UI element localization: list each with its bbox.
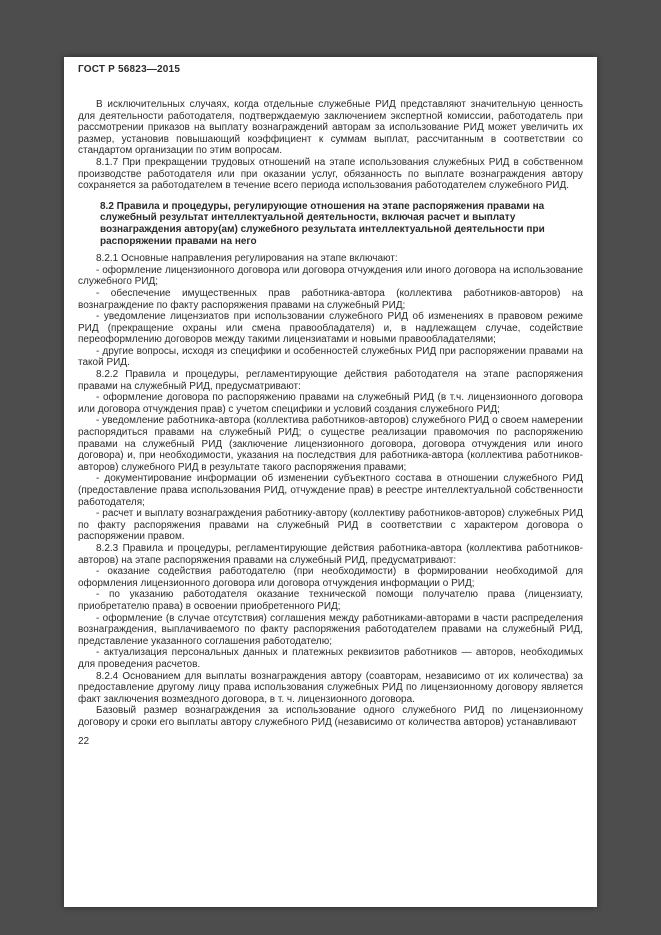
list-item: - документирование информации об изменении субъектного состава в отношении служебного РИД (предоставление права использования РИД, отчуждение прав) в реестре интеллектуальной собственности работодателя; — [78, 473, 583, 508]
list-item: - обеспечение имущественных прав работника-автора (коллектива работников-авторов) на вознаграждение по факту распоряжения правами на служебный РИД; — [78, 287, 583, 311]
list-item: - оказание содействия работодателю (при необходимости) в формировании необходимой для оформления лицензионного договора или договора отчуждения информации о РИД; — [78, 566, 583, 589]
document-content — [78, 99, 583, 728]
paragraph: 8.2.4 Основанием для выплаты вознаграждения автору (соавторам, независимо от их количества) за предоставление другому лицу права использования служебных РИД по лицензионному договору является факт заключения возмездного договора, в т. ч. лицензионного договора. — [78, 670, 583, 705]
document-header: ГОСТ Р 56823—2015 — [78, 64, 181, 75]
list-item: - другие вопросы, исходя из специфики и особенностей служебных РИД при распоряжении правами на такой РИД. — [78, 345, 583, 369]
list-item: - по указанию работодателя оказание технической помощи получателю права (лицензиату, приобретателю права) в освоении приобретенного РИД; — [78, 589, 583, 612]
list-item: - уведомление лицензиатов при использовании служебного РИД об изменениях в правовом режиме РИД (прекращение охраны или смена правообладателя) и, в надлежащем случае, содействие переоформлению договоров между такими лицензиатами и новыми правообладателями; — [78, 311, 583, 346]
paragraph: Базовый размер вознаграждения за использование одного служебного РИД по лицензионному договору и сроки его выплаты автору служебного РИД (независимо от количества авторов) устанавливают — [78, 705, 583, 728]
paragraph: В исключительных случаях, когда отдельные служебные РИД представляют значительную ценность для деятельности работодателя, подтверждаемую заключением экспертной комиссии, работодатель при рассмотрении приказов на выплату вознаграждений авторам за использование РИД может увеличить их размер, установив повышающий коэффициент к суммам выплат, рассчитанным в соответствии со стандартом организации по этим вопросам. — [78, 99, 583, 157]
paragraph: 8.2.2 Правила и процедуры, регламентирующие действия работодателя на этапе распоряжения правами на служебный РИД, предусматривают: — [78, 369, 583, 392]
list-item: - уведомление работника-автора (коллектива работников-авторов) служебного РИД о своем намерении распорядиться правами на служебный РИД; о существе реализации правомочия по распоряжению правами на служебный РИД (заключение лицензионного договора, договора отчуждения или иного договора) и, при необходимости, указания на последствия для работника-автора (коллектива работников-авторов) служебного РИД в результате такого распоряжения правами; — [78, 415, 583, 473]
page-number: 22 — [78, 736, 90, 748]
list-item: - оформление договора по распоряжению правами на служебный РИД (в т.ч. лицензионного договора или договора отчуждения прав) с учетом специфики и условий создания служебного РИД; — [78, 392, 583, 415]
list-item: - оформление лицензионного договора или договора отчуждения или иного договора на использование служебного РИД; — [78, 264, 583, 288]
list-item: - расчет и выплату вознаграждения работнику-автору (коллективу работников-авторов) служебных РИД по факту распоряжения правами на служебный РИД в соответствии с характером договора о распоряжении правом. — [78, 508, 583, 543]
paragraph: 8.2.3 Правила и процедуры, регламентирующие действия работника-автора (коллектива работников-авторов) на этапе распоряжения правами на служебный РИД, предусматривают: — [78, 542, 583, 566]
section-heading: 8.2 Правила и процедуры, регулирующие отношения на этапе распоряжения правами на служебный результат интеллектуальной деятельности, включая расчет и выплату вознаграждения автору(ам) служебного результата интеллектуальной деятельности при распоряжении правами на него — [100, 200, 545, 247]
list-item: - оформление (в случае отсутствия) соглашения между работниками-авторами в части распределения вознаграждения, выплачиваемого по факту распоряжения работодателем правами на служебный РИД, представление указанного соглашения работодателю; — [78, 612, 583, 647]
document-page — [64, 57, 597, 907]
list-item: - актуализация персональных данных и платежных реквизитов работников — авторов, необходимых для проведения расчетов. — [78, 647, 583, 670]
paragraph: 8.2.1 Основные направления регулирования на этапе включают: — [96, 253, 398, 265]
paragraph: 8.1.7 При прекращении трудовых отношений на этапе использования служебных РИД в собственном производстве работодателя или при оказании услуг, обязанность по выплате вознаграждения автору сохраняется за работодателем в течение всего периода использования работодателем служебного РИД. — [78, 156, 583, 192]
